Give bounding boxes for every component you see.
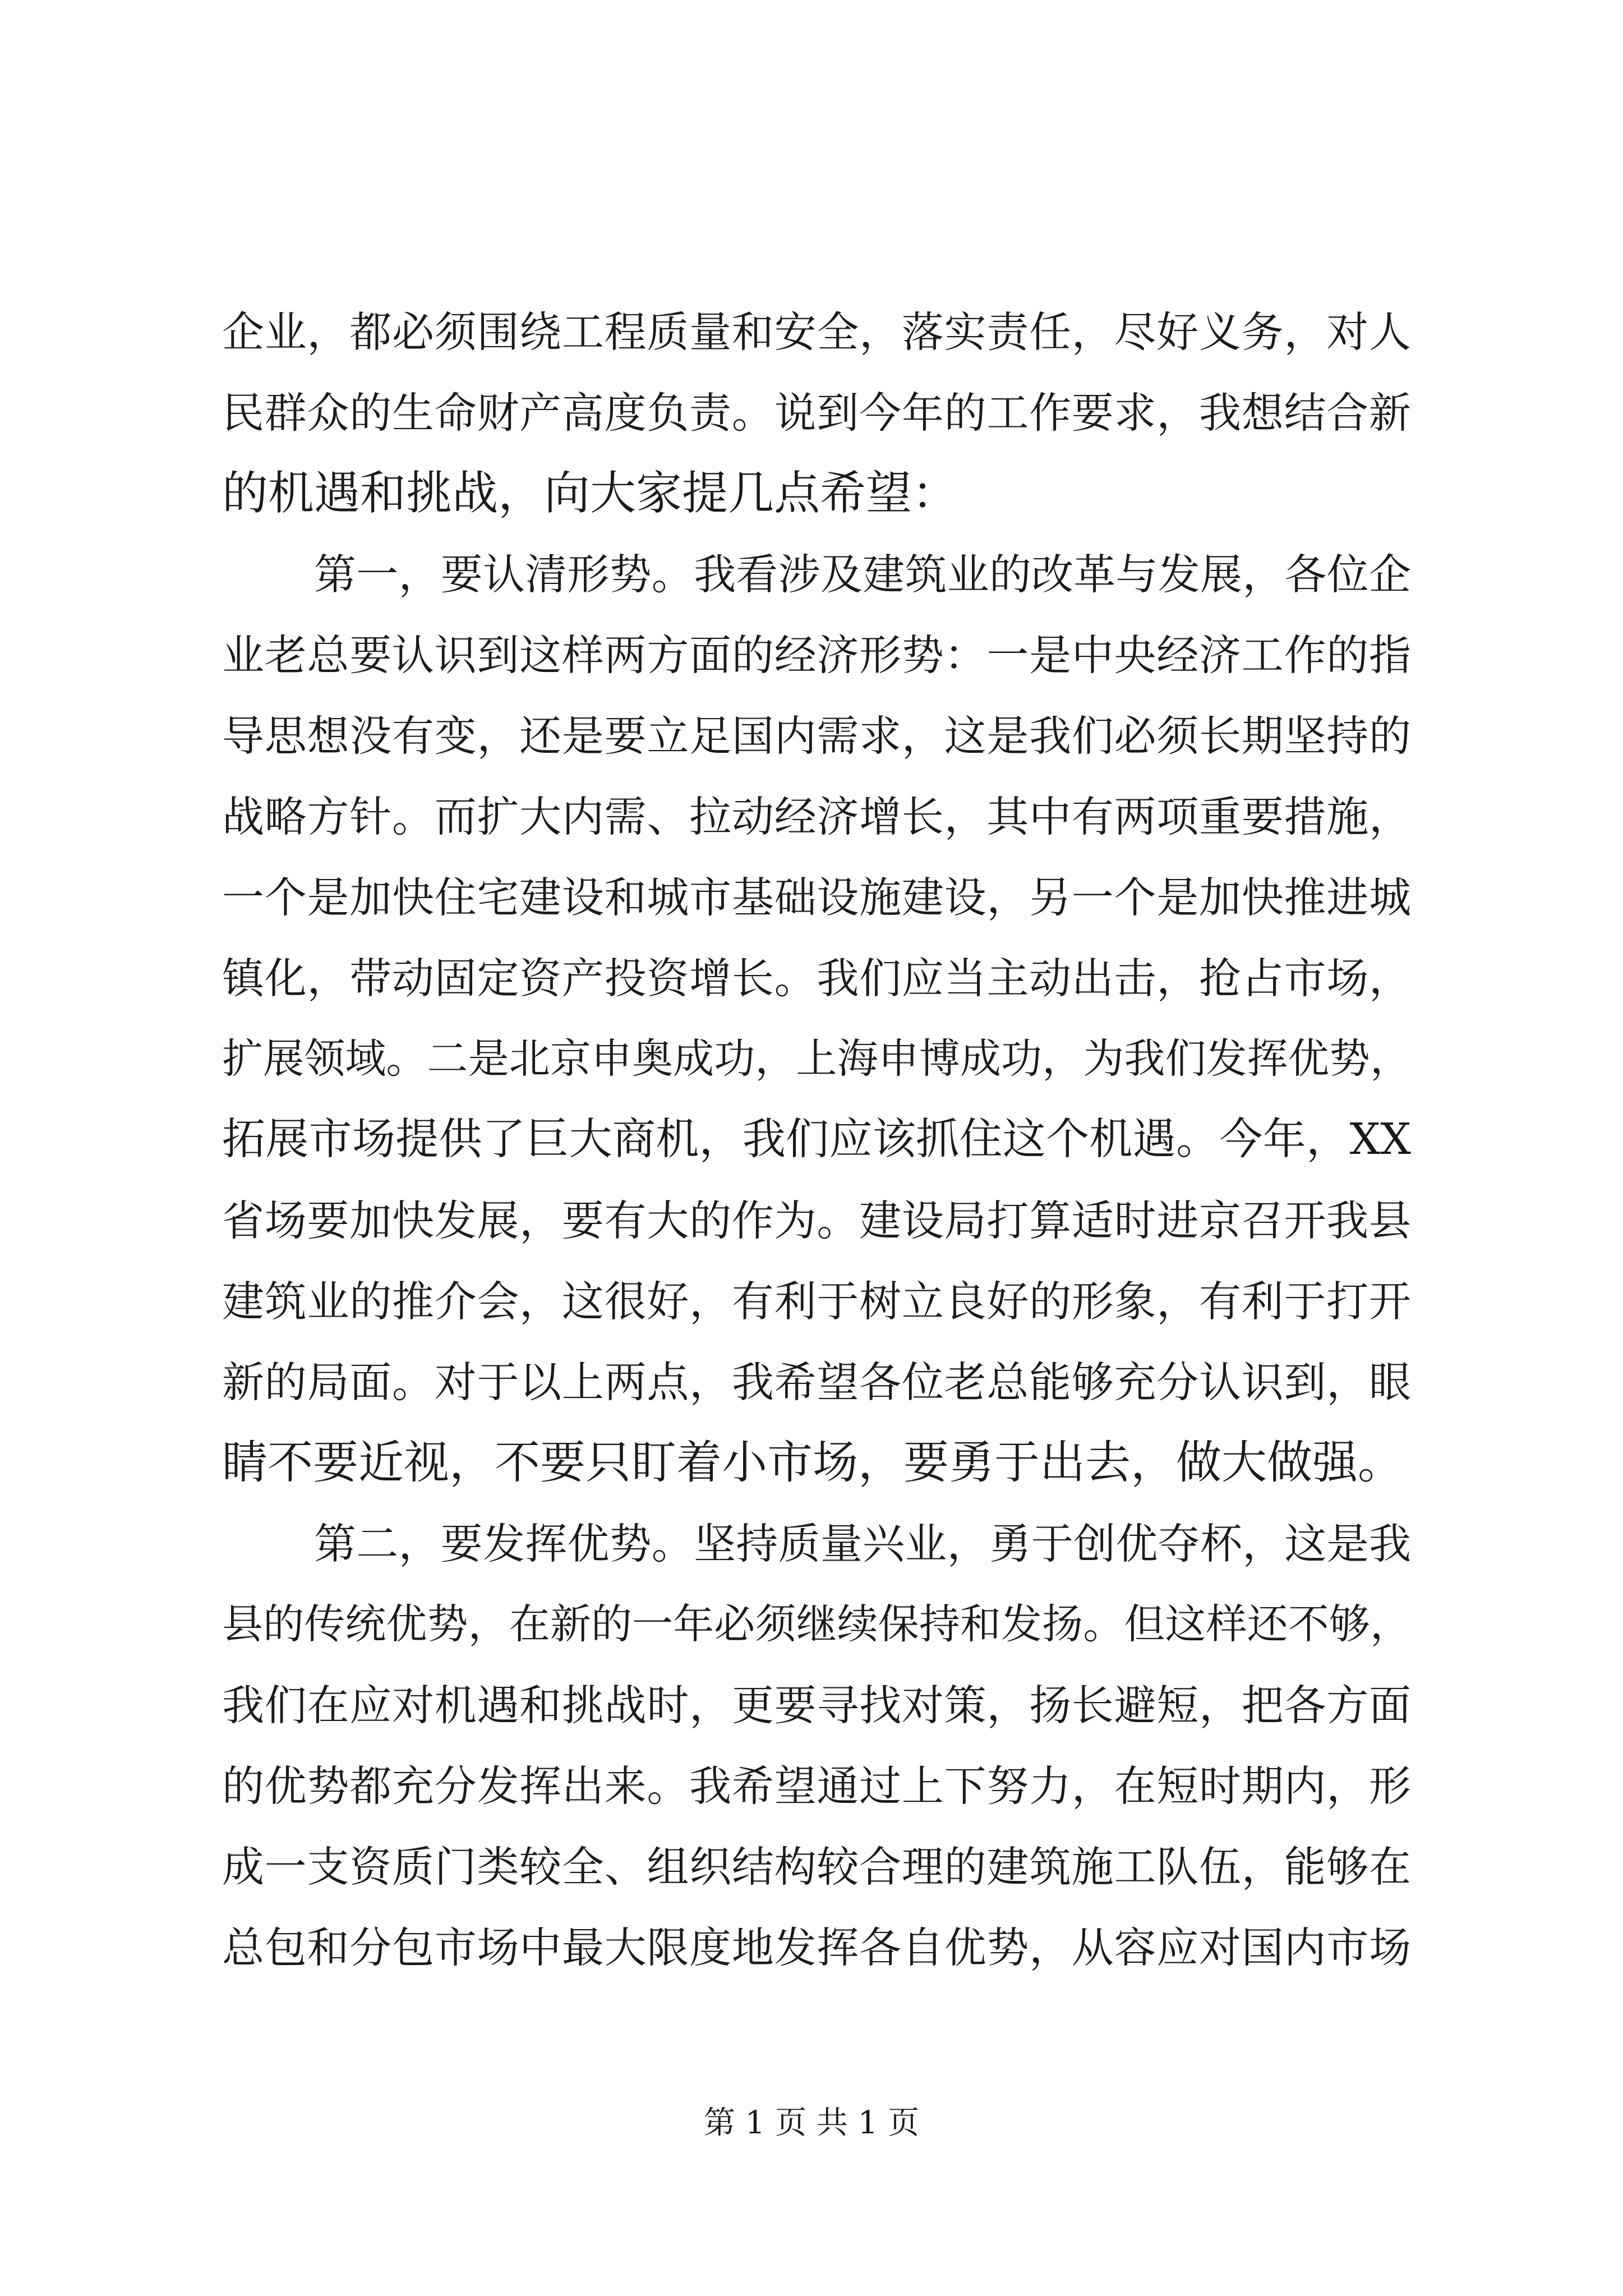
text-line: 民群众的生命财产高度负责。说到今年的工作要求，我想结合新: [222, 388, 1411, 438]
text-line: 建筑业的推介会，这很好，有利于树立良好的形象，有利于打开: [222, 1277, 1411, 1326]
text-line: 一个是加快住宅建设和城市基础设施建设，另一个是加快推进城: [222, 873, 1411, 922]
page-footer: [0, 2101, 1623, 2146]
text-line: 扩展领域。二是北京申奥成功，上海申博成功，为我们发挥优势，: [222, 1035, 1411, 1083]
text-line: 业老总要认识到这样两方面的经济形势：一是中央经济工作的指: [222, 631, 1411, 680]
text-line: 镇化，带动固定资产投资增长。我们应当主动出击，抢占市场，: [222, 954, 1411, 1003]
page-number-label: 第 1 页 共 1 页: [703, 2105, 920, 2141]
body-text: [222, 292, 1411, 1988]
text-line: 战略方针。而扩大内需、拉动经济增长，其中有两项重要措施，: [222, 792, 1411, 841]
text-line: 总包和分包市场中最大限度地发挥各自优势，从容应对国内市场: [222, 1923, 1411, 1972]
text-line: 睛不要近视，不要只盯着小市场，要勇于出去，做大做强。: [222, 1437, 1404, 1489]
text-line: 拓展市场提供了巨大商机，我们应该抓住这个机遇。今年，XX: [222, 1115, 1411, 1165]
paragraph-start-line: 第二，要发挥优势。坚持质量兴业，勇于创优夺杯，这是我: [314, 1519, 1411, 1568]
text-line: 企业，都必须围绕工程质量和安全，落实责任，尽好义务，对人: [222, 307, 1411, 357]
text-line: 我们在应对机遇和挑战时，更要寻找对策，扬长避短，把各方面: [222, 1681, 1411, 1730]
paragraph-start-line: 第一，要认清形势。我看涉及建筑业的改革与发展，各位企: [314, 550, 1411, 599]
text-line: 县的传统优势，在新的一年必须继续保持和发扬。但这样还不够，: [222, 1600, 1411, 1648]
text-line: 的优势都充分发挥出来。我希望通过上下努力，在短时期内，形: [222, 1761, 1411, 1811]
text-line: 成一支资质门类较全、组织结构较合理的建筑施工队伍，能够在: [222, 1842, 1411, 1892]
text-line: 新的局面。对于以上两点，我希望各位老总能够充分认识到，眼: [222, 1358, 1411, 1407]
text-line: 的机遇和挑战，向大家提几点希望：: [222, 467, 958, 520]
text-line: 导思想没有变，还是要立足国内需求，这是我们必须长期坚持的: [222, 711, 1411, 761]
text-line: 省场要加快发展，要有大的作为。建设局打算适时进京召开我县: [222, 1196, 1411, 1245]
